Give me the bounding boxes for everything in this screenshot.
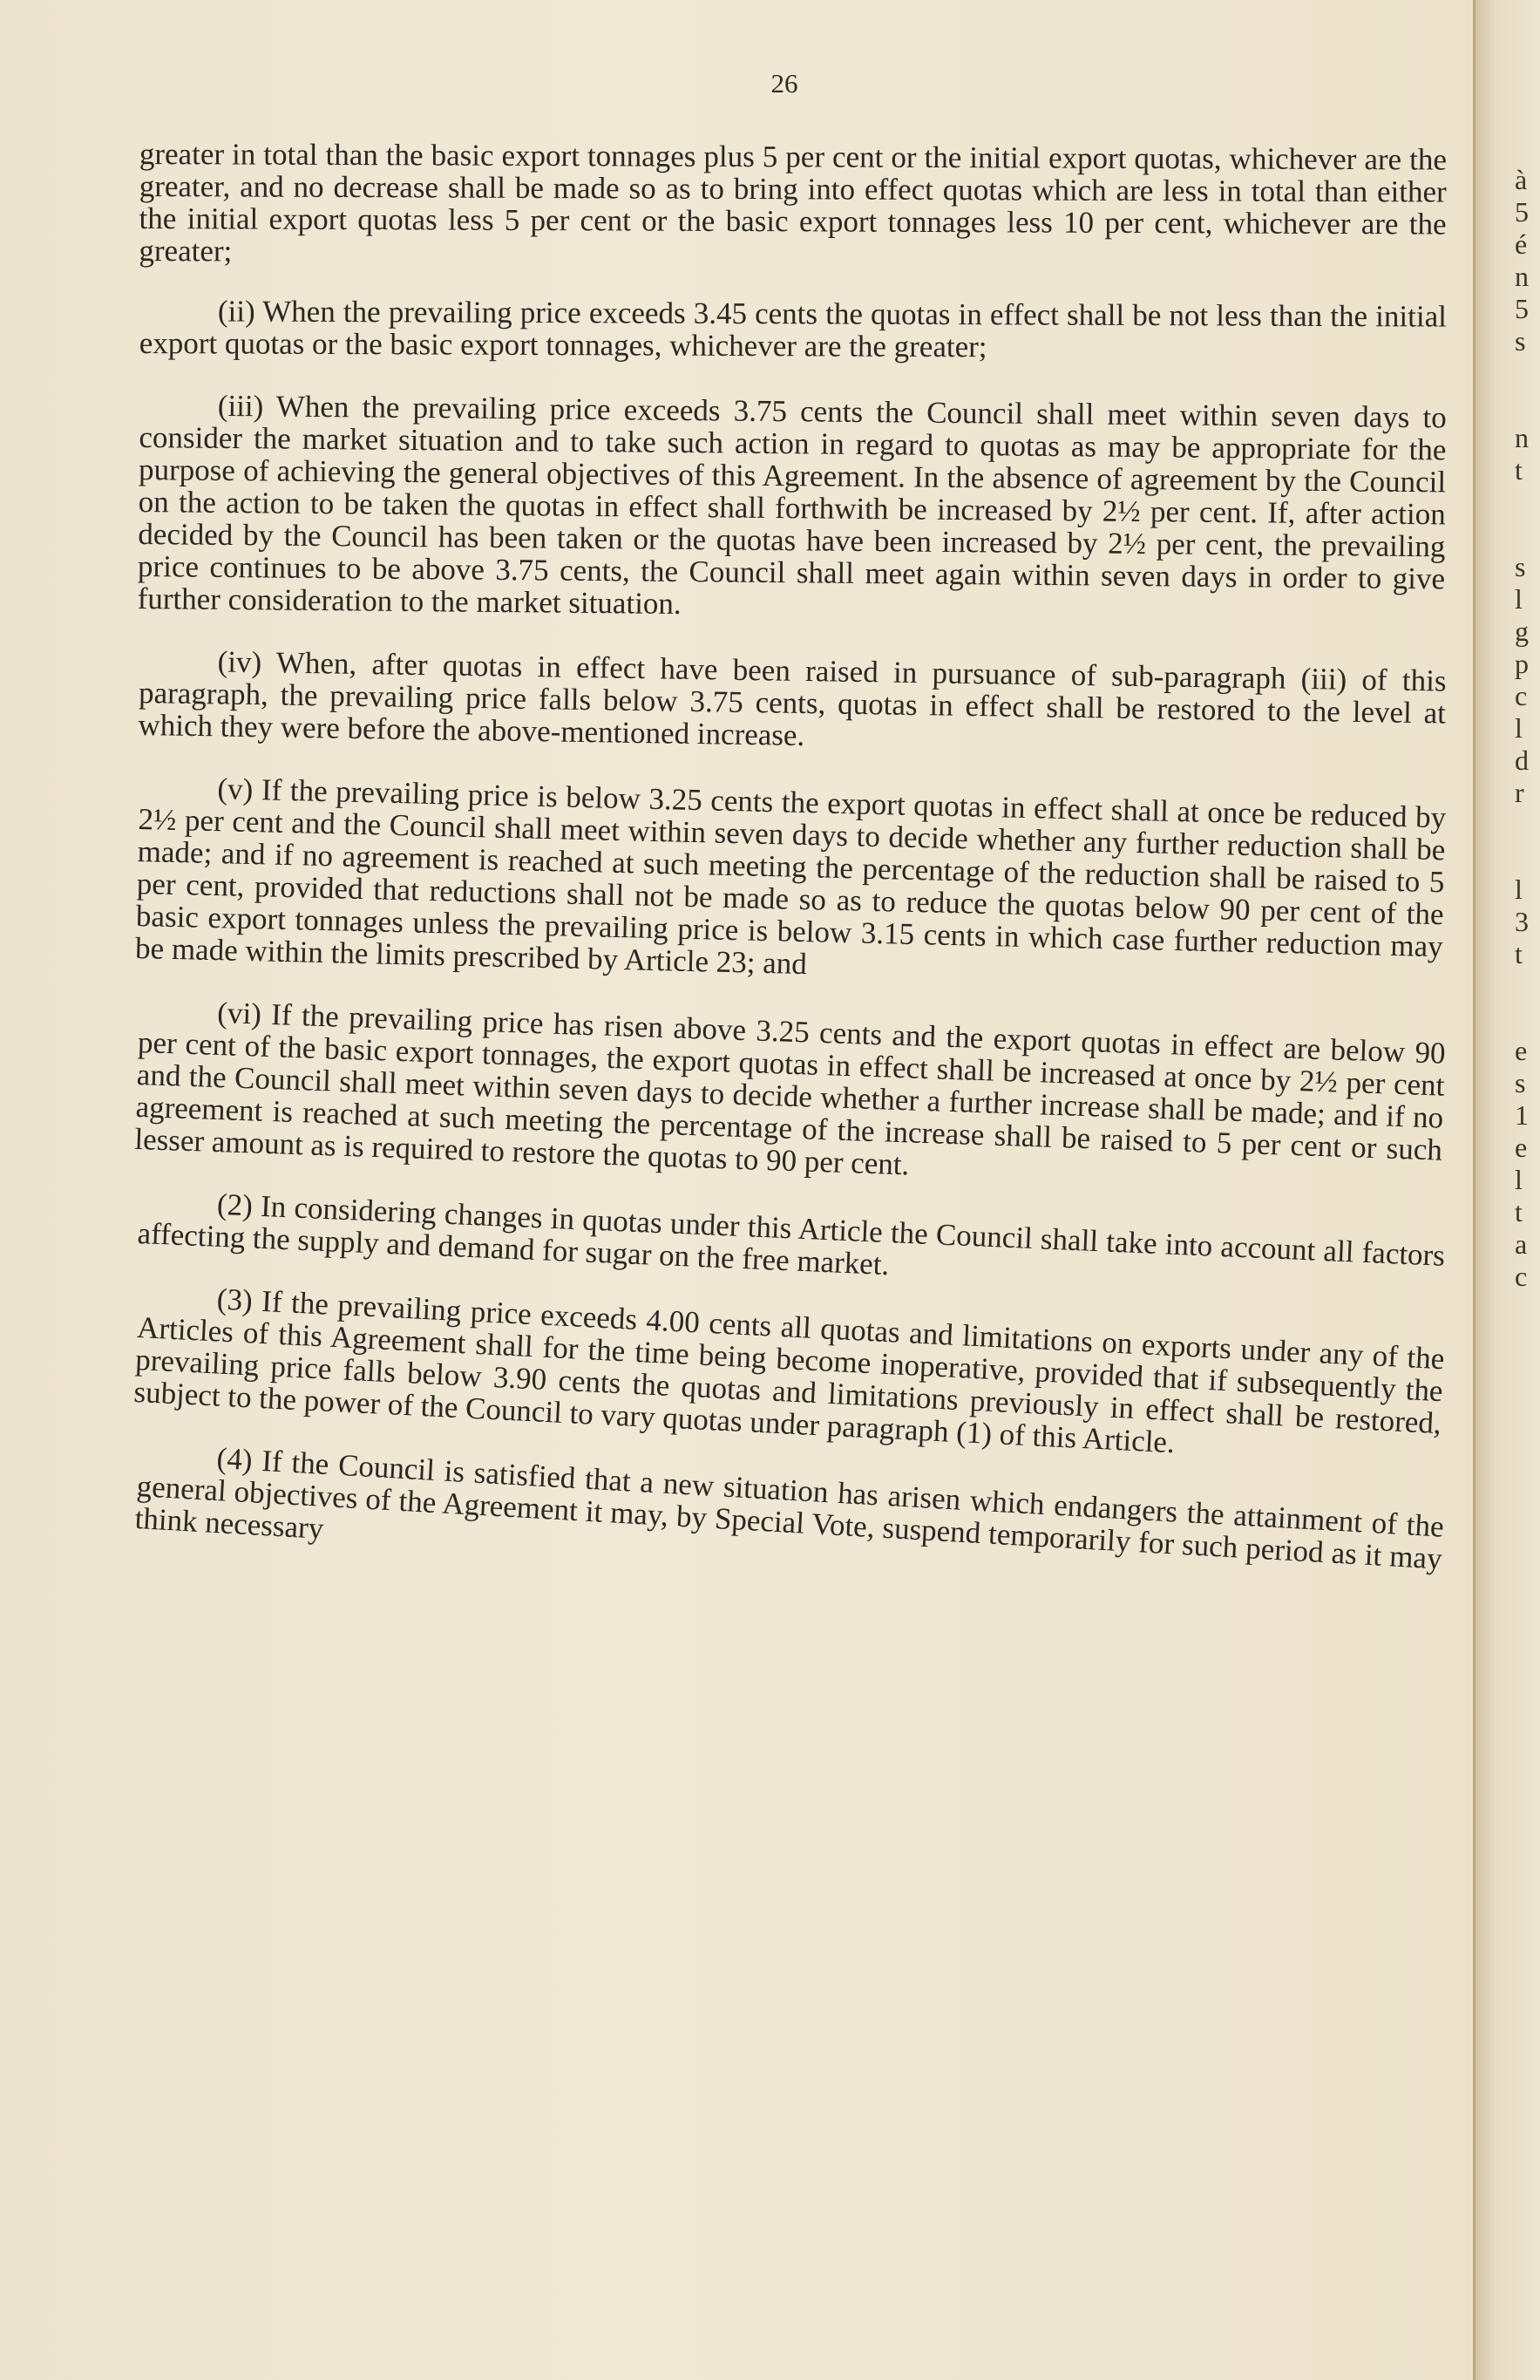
paragraph-continuation: greater in total than the basic export tonnages plus 5 per cent or the initial export quotas, whichever are the greater, and no decrease shall be made so as to bring into effect quotas which are less in total than either the initial export quotas less 5 per cent or the basic export tonnages less 10 per cent, whichever are the greater; xyxy=(139,137,1447,269)
edge-letter: t xyxy=(1515,454,1523,486)
edge-letter: s xyxy=(1515,1067,1526,1098)
paragraph-3: (3) If the prevailing price exceeds 4.00 cents all quotas and limitations on exports under any of the Articles of this Agreement shall for the time being become inoperative, provided that if subsequently the prevailing price falls below 3.90 cents the quotas and limitations previously in effect shall be restored, subject to the power of the Council to vary quotas under paragraph (1) of this Article. xyxy=(132,1282,1446,1460)
edge-letter: s xyxy=(1515,325,1526,357)
edge-gap xyxy=(1515,970,1540,1035)
edge-letter: c xyxy=(1515,680,1528,711)
page-number: 26 xyxy=(770,68,798,99)
edge-letter: 5 xyxy=(1515,293,1529,324)
body-text xyxy=(132,137,1447,1576)
paragraph-v: (v) If the prevailing price is below 3.25 cents the export quotas in effect shall at once be reduced by 2½ per cent and the Council shall meet within seven days to decide whether any further reduction shall be made; and if no agreement is reached at such meeting the percentage of the reduction shall be raised to 5 per cent, provided that reductions shall not be made so as to reduce the quotas below 90 per cent of the basic export tonnages unless the prevailing price is below 3.15 cents in which case further reduction may be made within the limits prescribed by Article 23; and xyxy=(134,772,1447,982)
edge-letter: é xyxy=(1515,228,1528,260)
edge-letter: l xyxy=(1515,1164,1523,1195)
edge-letter: g xyxy=(1515,615,1529,647)
edge-gap xyxy=(1515,486,1540,551)
paragraph-iv: (iv) When, after quotas in effect have been raised in pursuance of sub-paragraph (iii) of this paragraph, the prevailing price falls below 3.75 cents, quotas in effect shall be restored to the level at which they were before the above-mentioned increase. xyxy=(138,644,1447,752)
edge-letter: 3 xyxy=(1515,906,1529,937)
edge-letter: 5 xyxy=(1515,196,1529,228)
edge-letter: l xyxy=(1515,583,1523,615)
facing-page-edge xyxy=(1515,164,1540,1293)
edge-letter: r xyxy=(1515,777,1524,808)
edge-letter: s xyxy=(1515,551,1526,582)
edge-letter: l xyxy=(1515,712,1523,744)
edge-letter: l xyxy=(1515,874,1523,905)
paragraph-4: (4) If the Council is satisfied that a new situation has arisen which endangers the attainment of the general objectives of the Agreement it may, by Special Vote, suspend temporarily for such period as it may think necessary xyxy=(133,1441,1445,1576)
edge-gap xyxy=(1515,809,1540,874)
edge-letter: p xyxy=(1515,648,1529,679)
edge-letter: e xyxy=(1515,1132,1528,1163)
edge-letter: n xyxy=(1515,261,1529,292)
edge-gap xyxy=(1515,357,1540,422)
edge-letter: d xyxy=(1515,745,1529,776)
paragraph-ii: (ii) When the prevailing price exceeds 3.45 cents the quotas in effect shall be not less than the initial export quotas or the basic export tonnages, whichever are the greater; xyxy=(139,294,1447,364)
edge-letter: t xyxy=(1515,938,1523,969)
edge-letter: n xyxy=(1515,422,1529,453)
paragraph-iii: (iii) When the prevailing price exceeds 3.75 cents the Council shall meet within seven days to consider the market situation and to take such action in regard to quotas as may be appropriate for the purpose of achieving the general objectives of this Agreement. In the absence of agreement by the Council on the action to be taken the quotas in effect shall forthwith be increased by 2½ per cent. If, after action decided by the Council has been taken or the quotas have been increased by 2½ per cent, the prevailing price continues to be above 3.75 cents, the Council shall meet again within seven days in order to give further consideration to the market situation. xyxy=(137,388,1447,621)
edge-letter: a xyxy=(1515,1228,1528,1260)
edge-letter: c xyxy=(1515,1261,1528,1292)
edge-letter: à xyxy=(1515,164,1528,195)
paragraph-vi: (vi) If the prevailing price has risen above 3.25 cents and the export quotas in effect are below 90 per cent of the basic export tonnages, the export quotas in effect shall be increased at once by 2½ per cent and the Council shall meet within seven days to decide whether a further increase shall be made; and if no agreement is reached at such meeting the percentage of the increase shall be raised to 5 per cent or such lesser amount as is required to restore the quotas to 90 per cent. xyxy=(133,995,1447,1182)
edge-letter: e xyxy=(1515,1035,1528,1066)
edge-letter: t xyxy=(1515,1196,1523,1227)
edge-letter: 1 xyxy=(1515,1099,1529,1131)
paragraph-2: (2) In considering changes in quotas under this Article the Council shall take into account all factors affecting the supply and demand for sugar on the free market. xyxy=(136,1187,1446,1282)
